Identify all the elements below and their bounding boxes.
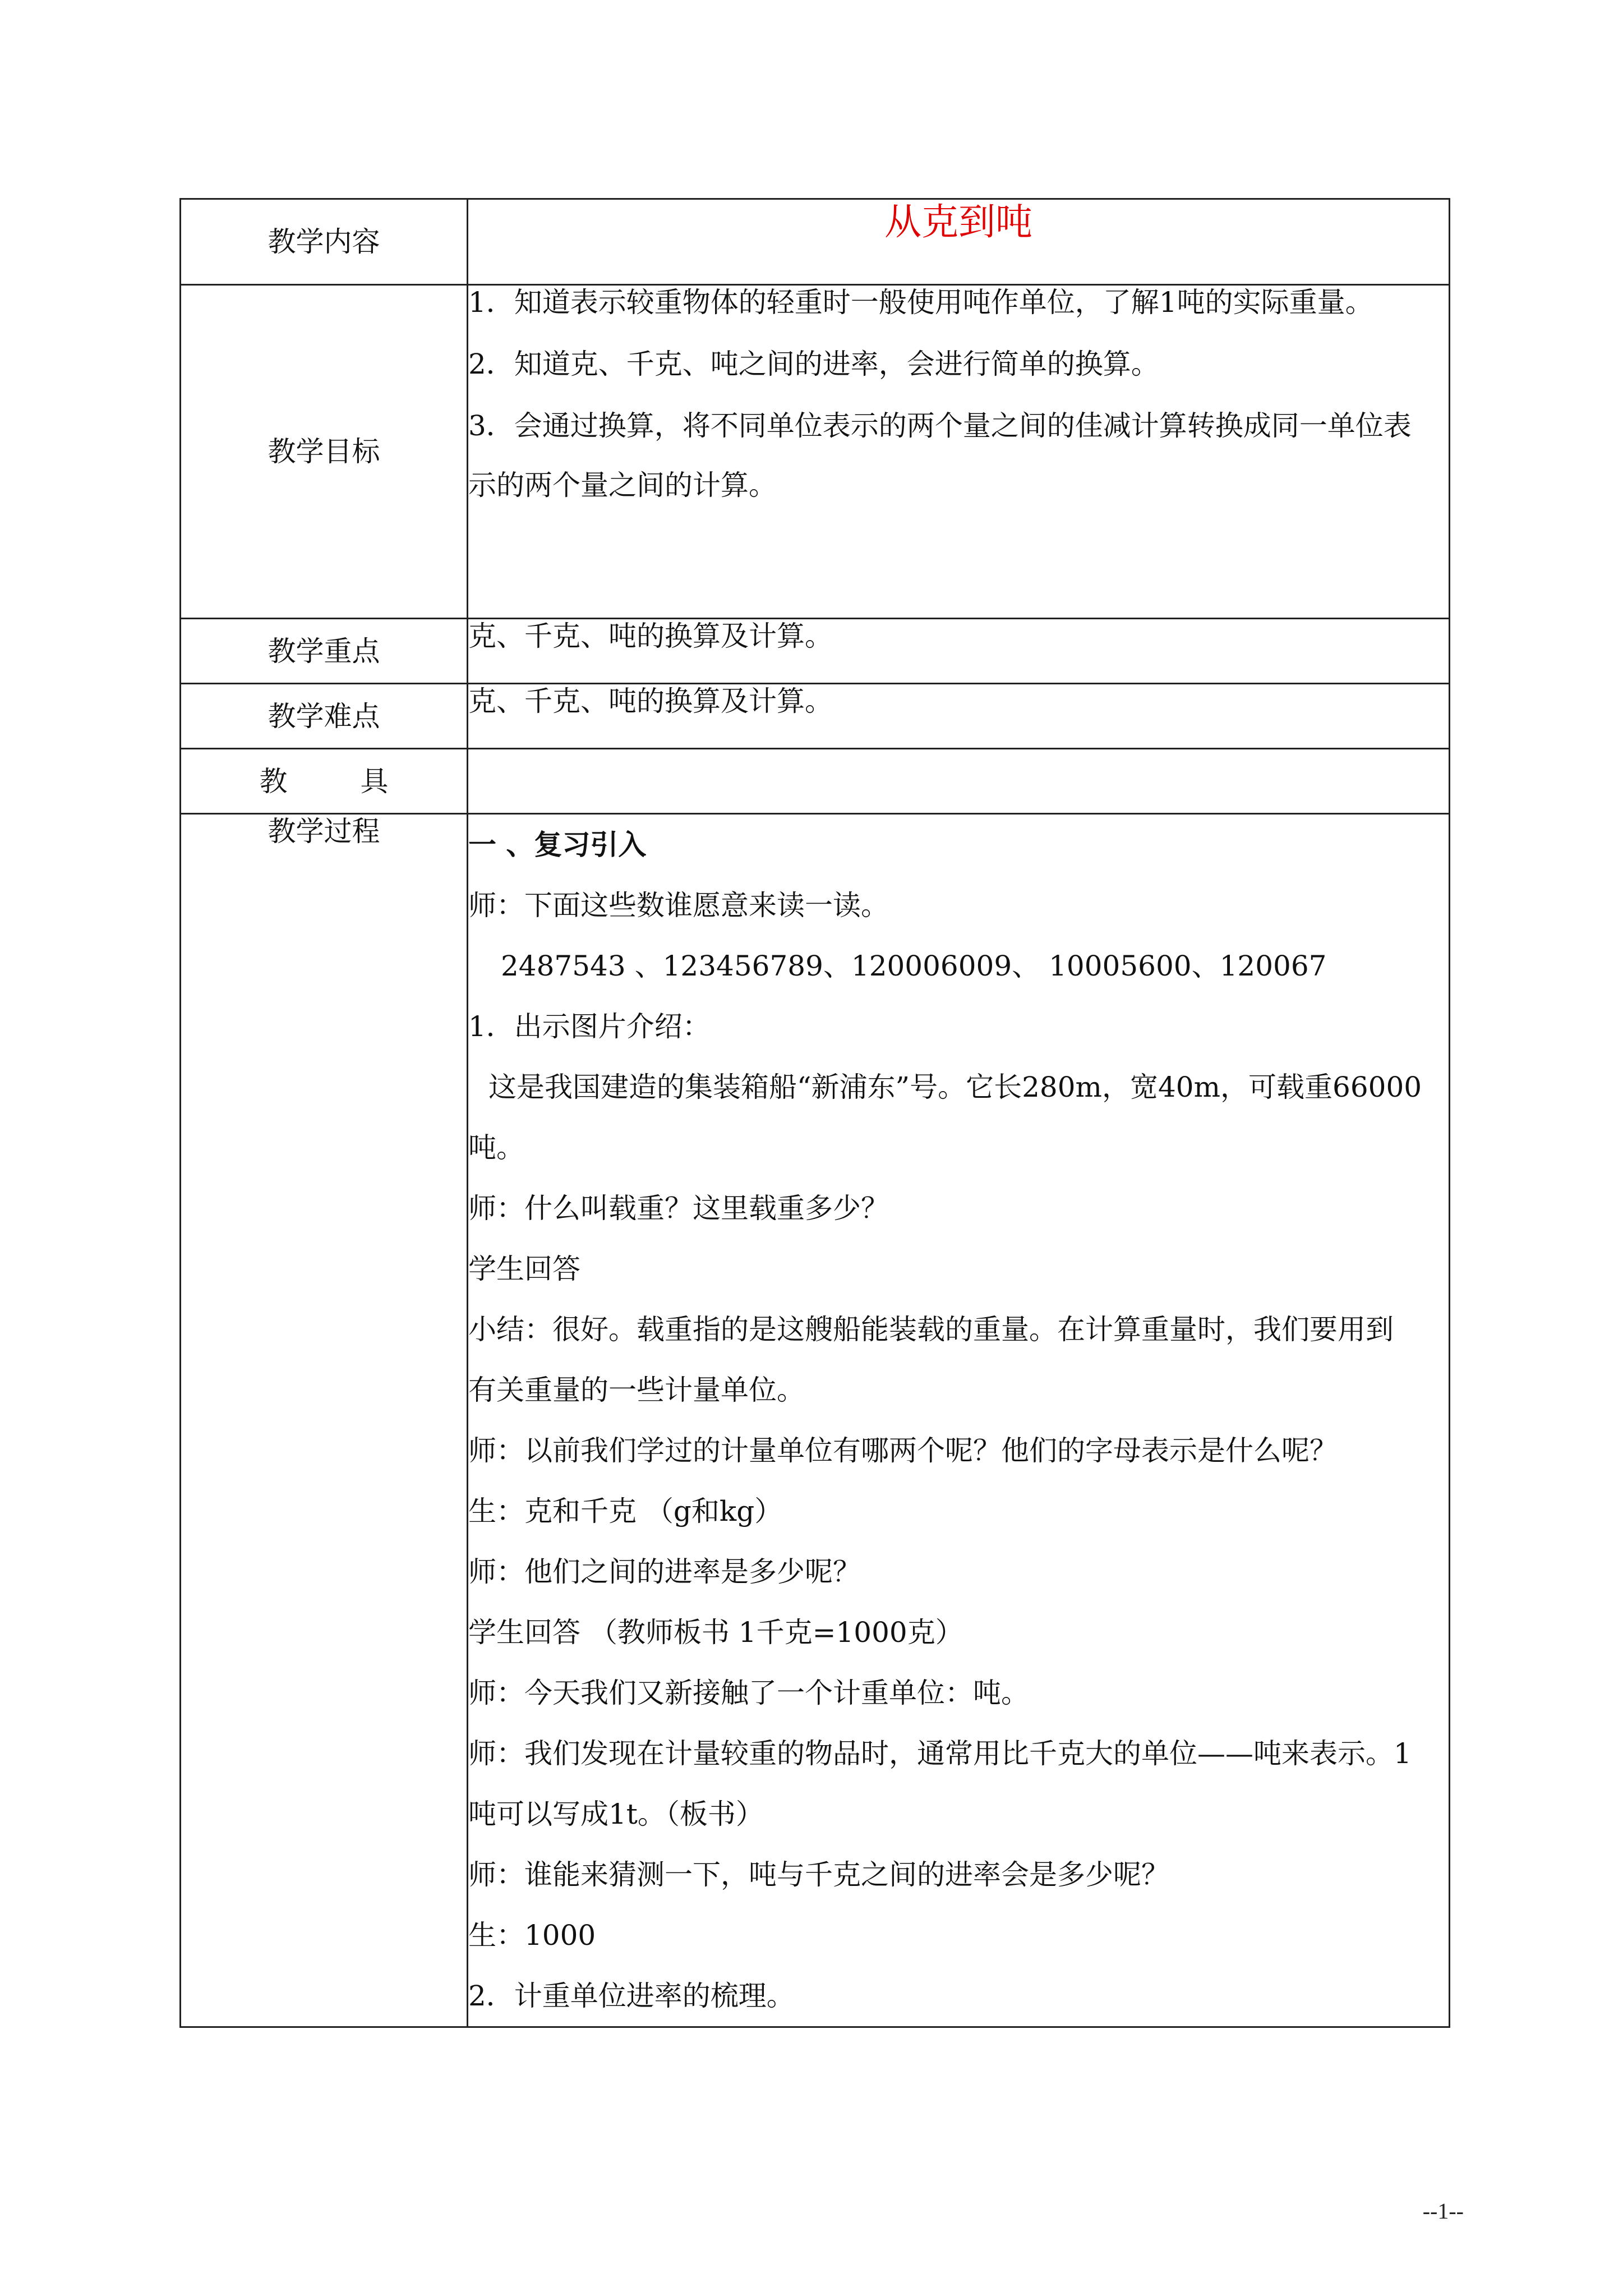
process-line: 学生回答 （教师板书 1千克=1000克） [468,1616,963,1649]
goal-item: 示的两个量之间的计算。 [468,469,777,501]
tools-label-text: 教具 [259,765,462,798]
process-line: 师：我们发现在计量较重的物品时，通常用比千克大的单位——吨来表示。1 [468,1737,1412,1770]
key-label: 教学重点 [181,619,468,684]
process-line: 师：下面这些数谁愿意来读一读。 [468,889,889,922]
row-goals [181,285,1450,619]
lesson-title: 从克到吨 [468,199,1450,285]
process-line: 师：谁能来猜测一下，吨与千克之间的进率会是多少呢？ [468,1858,1169,1891]
goal-item: 3．会通过换算，将不同单位表示的两个量之间的佳减计算转换成同一单位表 [468,409,1412,442]
tools-label [181,749,468,814]
goal-item: 2．知道克、千克、吨之间的进率，会进行简单的换算。 [468,348,1159,380]
process-body [468,814,1450,2027]
row-difficulties [181,684,1450,749]
process-line: 师：以前我们学过的计量单位有哪两个呢？他们的字母表示是什么呢？ [468,1434,1338,1467]
process-line: 师：今天我们又新接触了一个计重单位：吨。 [468,1677,1029,1709]
goals-label-text: 教学目标 [268,435,380,468]
process-line: 吨可以写成1t。（板书） [468,1798,764,1830]
content-label [181,199,468,285]
process-line: 1．出示图片介绍： [468,1010,711,1043]
difficulty-label: 教学难点 [181,684,468,749]
tools-text [468,749,1450,814]
key-text: 克、千克、吨的换算及计算。 [468,619,1450,684]
difficulty-text: 克、千克、吨的换算及计算。 [468,684,1450,749]
process-line: 生：克和千克 （g和kg） [468,1495,783,1527]
process-line: 2．计重单位进率的梳理。 [468,1980,795,2012]
process-line: 有关重量的一些计量单位。 [468,1374,805,1406]
process-label: 教学过程 [181,814,468,2027]
goal-item: 1．知道表示较重物体的轻重时一般使用吨作单位，了解1吨的实际重量。 [468,286,1373,319]
process-line: 吨。 [468,1131,524,1164]
page-number: --1-- [1422,2198,1464,2224]
process-line: 生：1000 [468,1919,596,1952]
lesson-plan-table [179,198,1450,2028]
goals-label [181,285,468,619]
process-line: 2487543 、123456789、120006009、 10005600、120067 [501,950,1327,982]
goals-body [468,285,1450,619]
row-tools [181,749,1450,814]
row-key-points [181,619,1450,684]
row-process [181,814,1450,2027]
row-content [181,199,1450,285]
process-line: 学生回答 [468,1253,580,1285]
process-line: 小结：很好。载重指的是这艘船能装载的重量。在计算重量时，我们要用到 [468,1313,1394,1346]
content-label-text: 教学内容 [268,226,380,258]
process-line: 一 、复习引入 [468,829,647,861]
process-line: 这是我国建造的集装箱船“新浦东”号。它长280m，宽40m，可载重66000 [488,1071,1422,1103]
process-line: 师：什么叫载重？这里载重多少？ [468,1192,889,1225]
process-line: 师：他们之间的进率是多少呢？ [468,1556,861,1588]
